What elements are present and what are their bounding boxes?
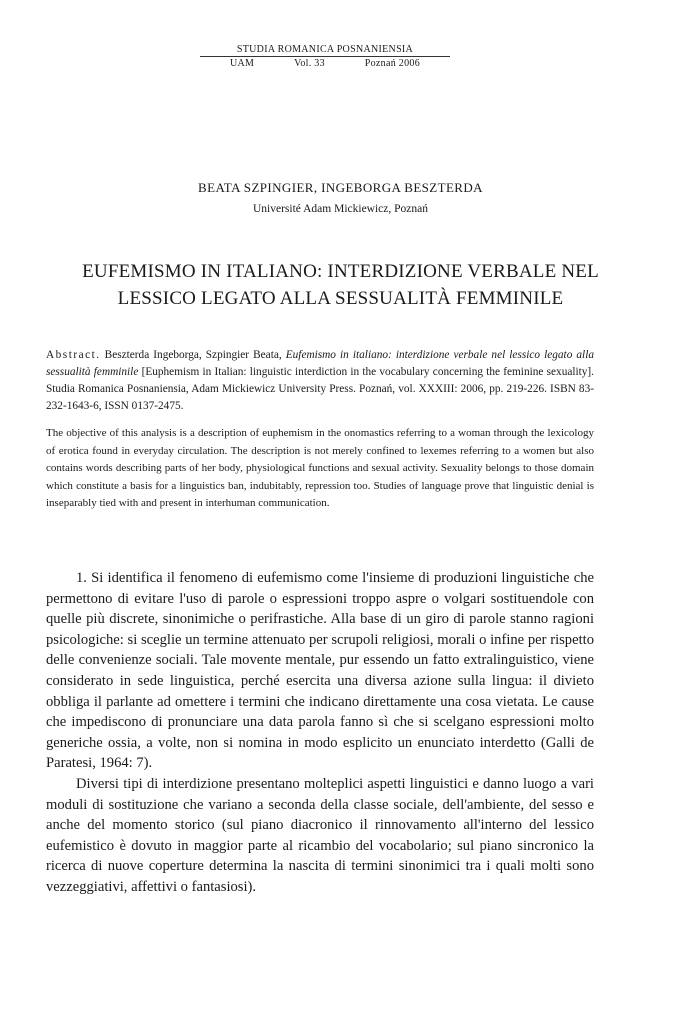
- body-text: [46, 568, 594, 898]
- abstract-citation: [Euphemism in Italian: linguistic interdiction in the vocabulary concerning the feminine sexuality]. Studia Romanica Posnaniensia, Adam Mickiewicz University Press. Poznań, vol. XXXIII: 2006, pp. 219-226. ISBN 83-232-1643-6, ISSN 0137-2475.: [46, 366, 595, 412]
- place-year: Poznań 2006: [364, 58, 420, 69]
- running-header: [200, 44, 450, 69]
- abstract-label: Abstract.: [46, 349, 101, 361]
- journal-meta: [200, 58, 450, 69]
- publisher: UAM: [230, 58, 255, 69]
- journal-name: STUDIA ROMANICA POSNANIENSIA: [200, 44, 450, 57]
- abstract: [46, 347, 594, 415]
- authors: BEATA SZPINGIER, INGEBORGA BESZTERDA: [198, 180, 483, 195]
- affiliation: Université Adam Mickiewicz, Poznań: [252, 203, 428, 215]
- paragraph: Diversi tipi di interdizione presentano molteplici aspetti linguistici e danno luogo a vari moduli di sostituzione che variano a seconda della classe sociale, dell'ambiente, del sesso e anche del momento storico (sul piano diacronico il rinnovamento all'interno del lessico eufemistico è dovuto in maggior parte al ricambio del vocabolario; sul piano sincronico la ricerca di nuove coperture determina la nascita di termini sinonimici tra i quali molti sono vezzeggiativi, affettivi o fantasiosi).: [46, 775, 594, 895]
- abstract-authors: Beszterda Ingeborga, Szpingier Beata,: [100, 349, 286, 361]
- title-line-1: EUFEMISMO IN ITALIANO: INTERDIZIONE VERBALE NEL: [82, 261, 599, 282]
- english-summary: The objective of this analysis is a description of euphemism in the onomastics referring to a woman through the lexicology of erotica found in everyday circulation. The description is not merely confined to lexemes referring to a women but also contains words describing parts of her body, physiological functions and sexual activity. Sexuality belongs to those domain which constitute a basis for a linguistics ban, indubitably, repression too. Studies of language prove that linguistic denial is inseparably tied with and present in interhuman communication.: [46, 427, 594, 509]
- paragraph: 1. Si identifica il fenomeno di eufemismo come l'insieme di produzioni linguistiche che permettono di evitare l'uso di parole o espressioni troppo aspre o volgari sostituendole con quelle più discrete, sinonimiche o perifrastiche. Alla base di un giro di parole stanno ragioni psicologiche: si sceglie un termine attenuato per scrupoli religiosi, morali o infine per rispetto delle convenienze sociali. Tale movente mentale, pur essendo un fatto extralinguistico, viene considerato in sede linguistica, perché esercita una diversa azione sulla lingua: il divieto obbliga il parlante ad omettere i termini che indicano direttamente una cosa vietata. Le cause che impediscono di pronunciare una data parola fanno sì che si scelgano espressioni molto generiche ossia, a volte, non si nomina in modo esplicito un enunciato interdetto (Galli de Paratesi, 1964: 7).: [46, 570, 594, 772]
- abstract-italian-title: Eufemismo in italiano: interdizione verbale nel lessico legato alla sessualità femminile: [46, 349, 594, 378]
- title-line-2: LESSICO LEGATO ALLA SESSUALITÀ FEMMINILE: [117, 288, 564, 309]
- paper-title: [40, 258, 641, 312]
- volume: Vol. 33: [294, 58, 325, 69]
